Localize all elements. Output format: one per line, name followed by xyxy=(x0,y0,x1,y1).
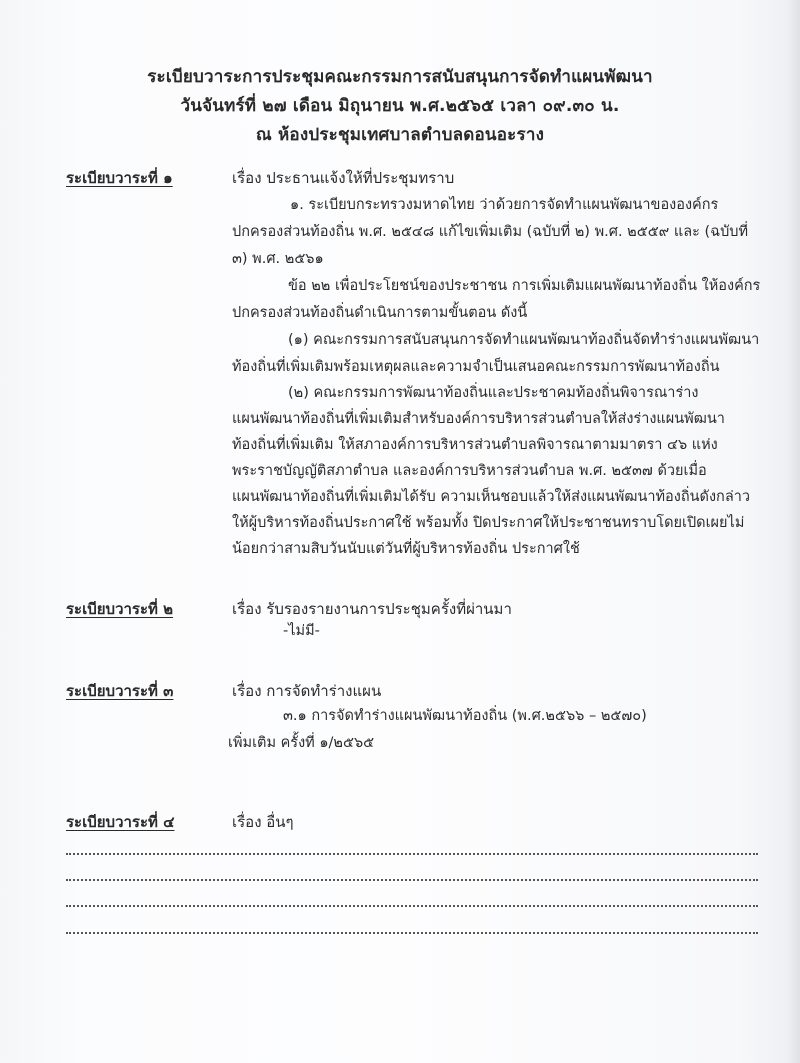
document-title: ระเบียบวาระการประชุมคณะกรรมการสนับสนุนการจัดทำแผนพัฒนา xyxy=(147,67,653,87)
agenda-1-topic: เรื่อง ประธานแจ้งให้ที่ประชุมทราบ xyxy=(232,169,455,187)
agenda-1-line: ให้ผู้บริหารท้องถิ่นประกาศใช้ พร้อมทั้ง ปิดประกาศให้ประชาชนทราบโดยเปิดเผยไม่ xyxy=(232,515,745,531)
agenda-3-item: ๓.๑ การจัดทำร่างแผนพัฒนาท้องถิ่น (พ.ศ.๒๕๖๖ – ๒๕๗๐) xyxy=(283,708,647,724)
agenda-1-line: พระราชบัญญัติสภาตำบล และองค์การบริหารส่วนตำบล พ.ศ. ๒๕๓๗ ด้วยเมื่อ xyxy=(232,463,707,479)
agenda-2-heading: ระเบียบวาระที่ ๒ xyxy=(66,600,174,618)
agenda-1-line: ๓) พ.ศ. ๒๕๖๑ xyxy=(232,251,324,267)
agenda-1-line: ท้องถิ่นที่เพิ่มเติมพร้อมเหตุผลและความจำเป็นเสนอคณะกรรมการพัฒนาท้องถิ่น xyxy=(232,359,720,375)
agenda-4-heading: ระเบียบวาระที่ ๔ xyxy=(66,813,175,831)
agenda-3-item-continuation: เพิ่มเติม ครั้งที่ ๑/๒๕๖๕ xyxy=(228,735,375,751)
dotted-line xyxy=(66,879,758,881)
agenda-4-topic: เรื่อง อื่นๆ xyxy=(232,813,294,831)
agenda-1-line: (๒) คณะกรรมการพัฒนาท้องถิ่นและประชาคมท้องถิ่นพิจารณาร่าง xyxy=(288,385,699,401)
agenda-1-line: ๑. ระเบียบกระทรวงมหาดไทย ว่าด้วยการจัดทำแผนพัฒนาขององค์กร xyxy=(290,197,719,213)
agenda-2-note: -ไม่มี- xyxy=(283,623,320,639)
dotted-line xyxy=(66,932,758,934)
page-edge-shadow xyxy=(786,0,800,1063)
agenda-3-heading: ระเบียบวาระที่ ๓ xyxy=(66,682,174,700)
meeting-location: ณ ห้องประชุมเทศบาลตำบลดอนอะราง xyxy=(255,125,545,145)
agenda-1-line: ข้อ ๒๒ เพื่อประโยชน์ของประชาชน การเพิ่มเติมแผนพัฒนาท้องถิ่น ให้องค์กร xyxy=(288,278,761,294)
dotted-line xyxy=(66,853,758,855)
agenda-1-line: แผนพัฒนาท้องถิ่นที่เพิ่มเติมสำหรับองค์การบริหารส่วนตำบลให้ส่งร่างแผนพัฒนา xyxy=(232,411,725,427)
meeting-date: วันจันทร์ที่ ๒๗ เดือน มิถุนายน พ.ศ.๒๕๖๕ เวลา ๐๙.๓๐ น. xyxy=(180,96,620,116)
agenda-1-heading: ระเบียบวาระที่ ๑ xyxy=(66,169,173,187)
agenda-1-line: ปกครองส่วนท้องถิ่น พ.ศ. ๒๕๔๘ แก้ไขเพิ่มเติม (ฉบับที่ ๒) พ.ศ. ๒๕๕๙ และ (ฉบับที่ xyxy=(232,224,749,240)
agenda-2-topic: เรื่อง รับรองรายงานการประชุมครั้งที่ผ่านมา xyxy=(232,600,512,618)
agenda-1-line: (๑) คณะกรรมการสนับสนุนการจัดทำแผนพัฒนาท้องถิ่นจัดทำร่างแผนพัฒนา xyxy=(288,332,760,348)
agenda-1-line: ท้องถิ่นที่เพิ่มเติม ให้สภาองค์การบริหารส่วนตำบลพิจารณาตามมาตรา ๔๖ แห่ง xyxy=(232,437,718,453)
agenda-3-topic: เรื่อง การจัดทำร่างแผน xyxy=(232,682,382,700)
agenda-1-line: แผนพัฒนาท้องถิ่นที่เพิ่มเติมได้รับ ความเห็นชอบแล้วให้ส่งแผนพัฒนาท้องถิ่นดังกล่าว xyxy=(232,489,750,505)
agenda-1-line: ปกครองส่วนท้องถิ่นดำเนินการตามขั้นตอน ดังนี้ xyxy=(232,305,528,321)
agenda-1-line: น้อยกว่าสามสิบวันนับแต่วันที่ผู้บริหารท้องถิ่น ประกาศใช้ xyxy=(232,541,580,557)
dotted-line xyxy=(66,905,758,907)
